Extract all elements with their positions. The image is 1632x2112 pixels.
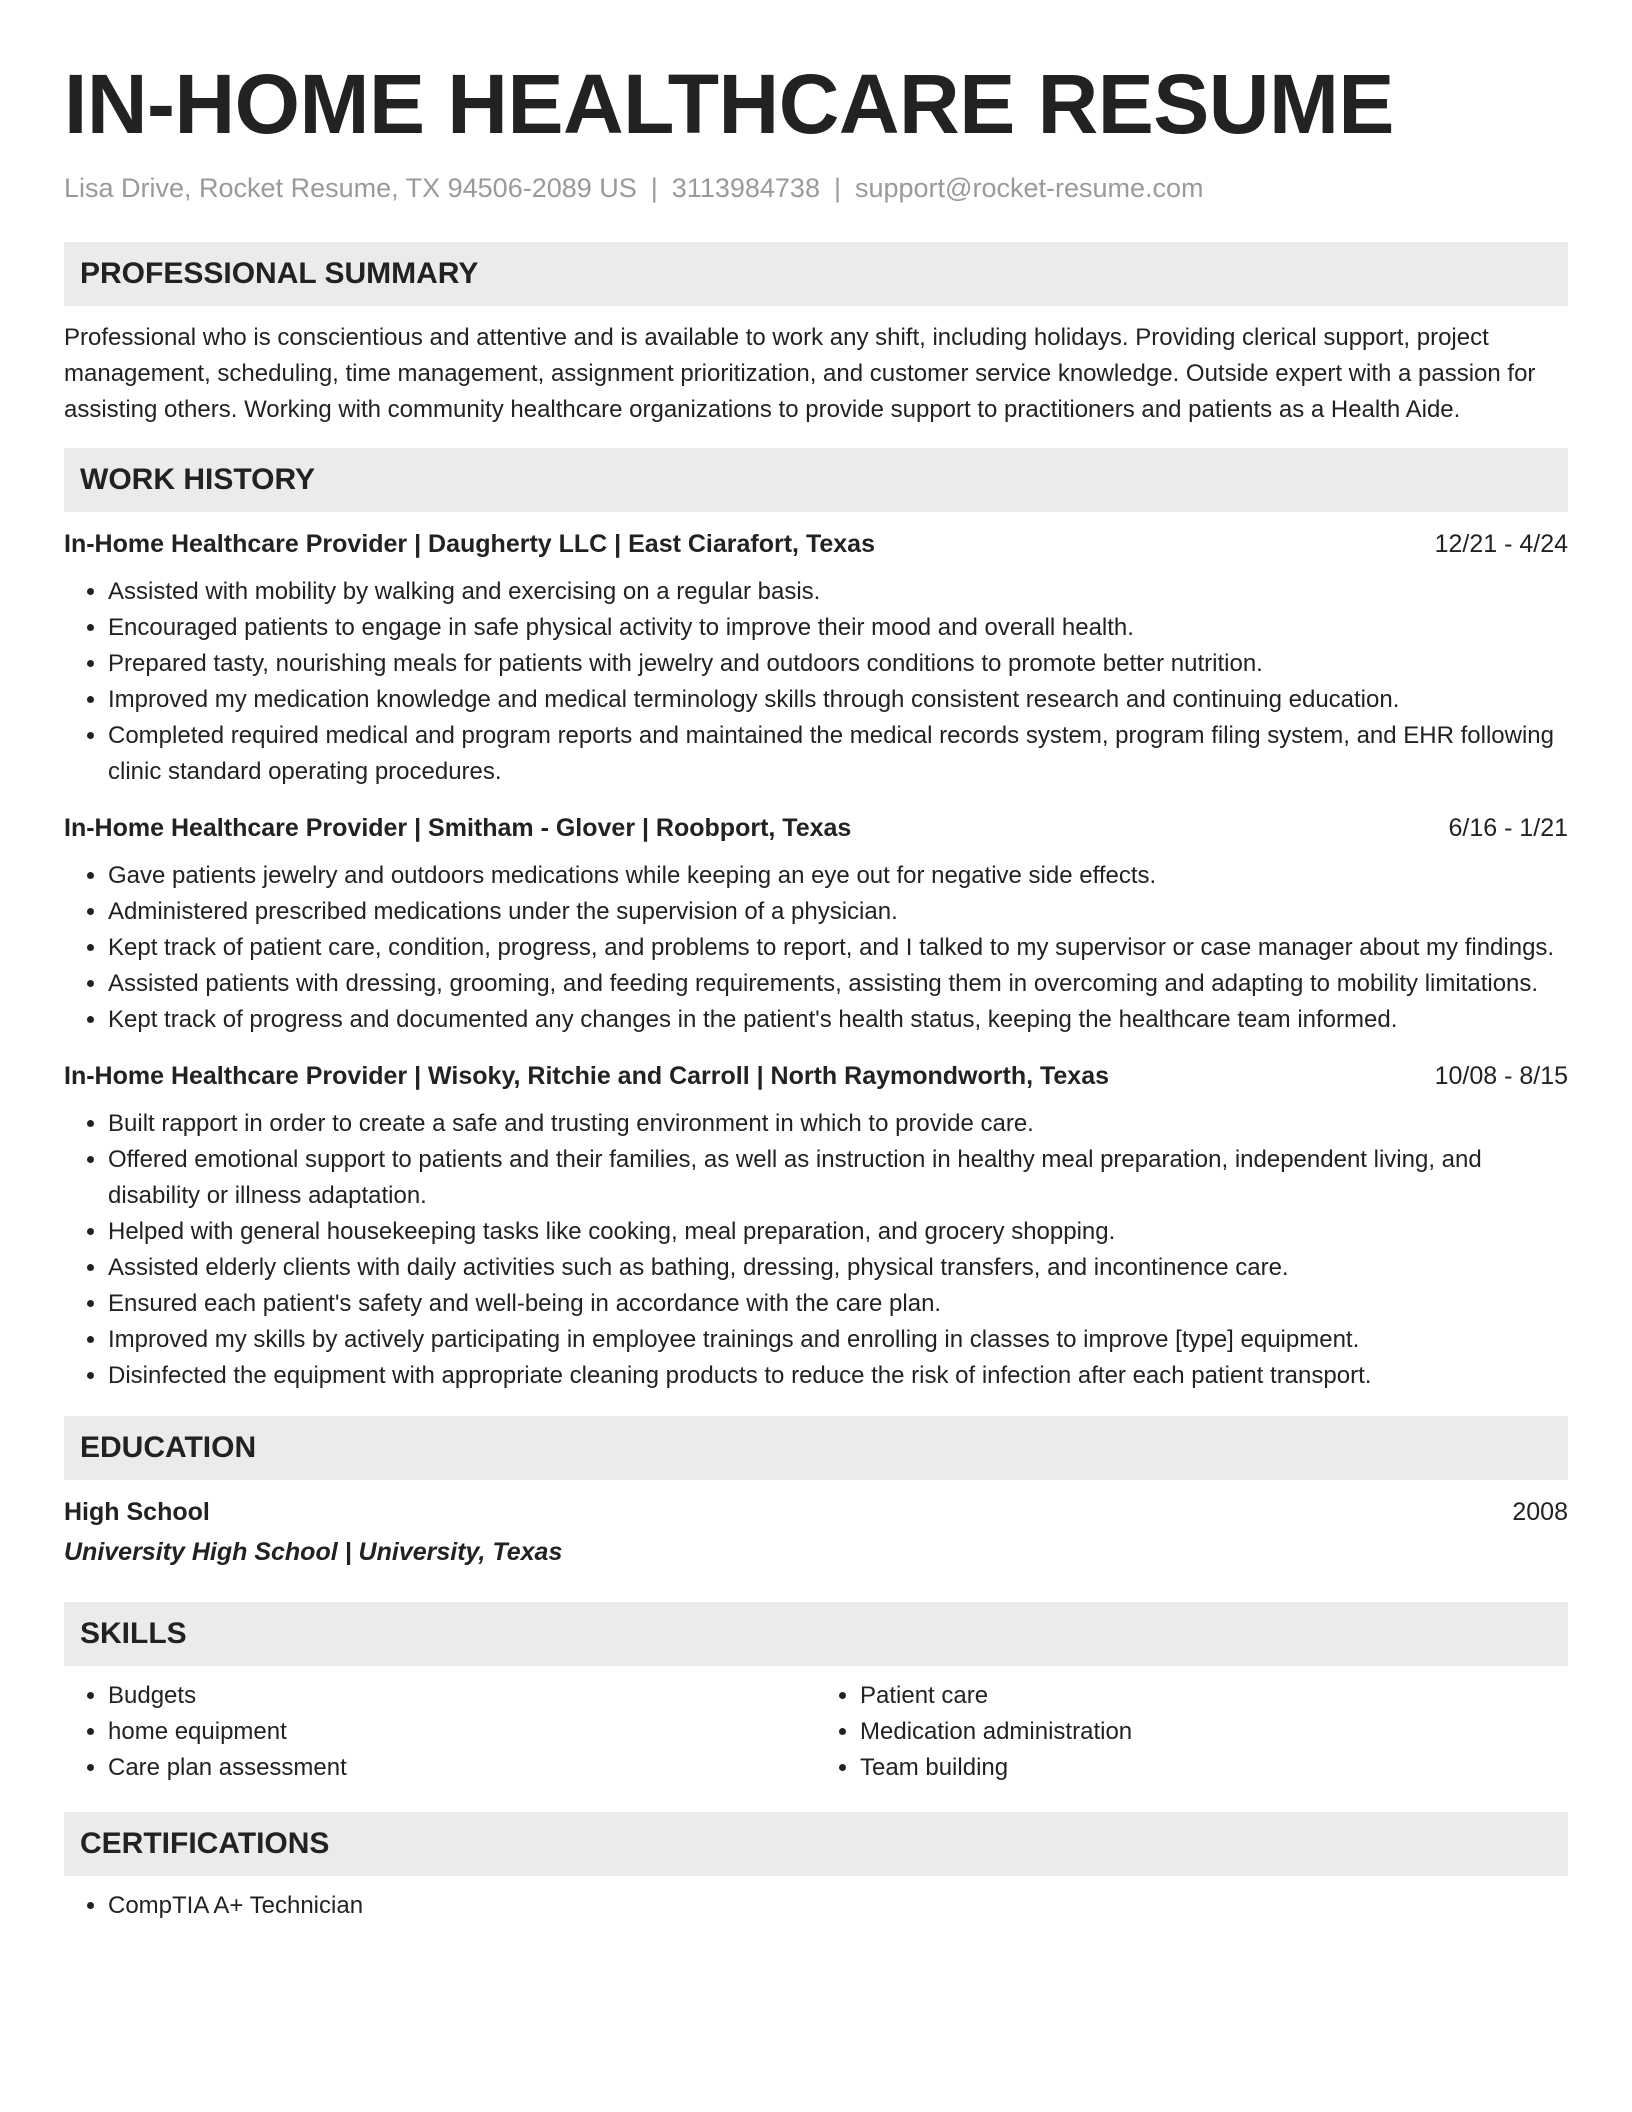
job-dates: 10/08 - 8/15 bbox=[1434, 1062, 1568, 1090]
job-bullet: • Assisted patients with dressing, grooming, and feeding requirements, assisting them in overcoming and adapting to mobility limitations. bbox=[108, 966, 1568, 1002]
section-heading-education: EDUCATION bbox=[64, 1416, 1568, 1480]
job-bullet: • Assisted with mobility by walking and exercising on a regular basis. bbox=[108, 574, 1568, 610]
education-entry bbox=[64, 1494, 1568, 1570]
job-bullet: • Ensured each patient's safety and well-being in accordance with the care plan. bbox=[108, 1286, 1568, 1322]
job-bullet: • Kept track of progress and documented any changes in the patient's health status, keeping the healthcare team informed. bbox=[108, 1002, 1568, 1038]
job-title: In-Home Healthcare Provider | Smitham - Glover | Roobport, Texas bbox=[64, 814, 852, 842]
skill-item: • Patient care bbox=[860, 1678, 1568, 1714]
job-bullet: • Assisted elderly clients with daily activities such as bathing, dressing, physical transfers, and incontinence care. bbox=[108, 1250, 1568, 1286]
job-header bbox=[64, 1058, 1568, 1094]
job-bullets bbox=[64, 1106, 1568, 1394]
job-bullet: • Completed required medical and program reports and maintained the medical records system, program filing system, and EHR following clinic standard operating procedures. bbox=[108, 718, 1568, 790]
job-bullet: • Helped with general housekeeping tasks like cooking, meal preparation, and grocery shopping. bbox=[108, 1214, 1568, 1250]
skill-item: • home equipment bbox=[108, 1714, 816, 1750]
contact-address: Lisa Drive, Rocket Resume, TX 94506-2089 US bbox=[64, 173, 637, 203]
job-bullets bbox=[64, 858, 1568, 1038]
job-bullet: • Offered emotional support to patients and their families, as well as instruction in healthy meal preparation, independent living, and disability or illness adaptation. bbox=[108, 1142, 1568, 1214]
job-bullet: • Gave patients jewelry and outdoors medications while keeping an eye out for negative side effects. bbox=[108, 858, 1568, 894]
job-bullet: • Kept track of patient care, condition, progress, and problems to report, and I talked to my supervisor or case manager about my findings. bbox=[108, 930, 1568, 966]
job-dates: 6/16 - 1/21 bbox=[1448, 814, 1568, 842]
certifications-list bbox=[64, 1888, 1568, 1924]
education-school: University High School | University, Texas bbox=[64, 1538, 563, 1566]
contact-line bbox=[64, 170, 1568, 206]
job-header bbox=[64, 526, 1568, 562]
job-bullet: • Prepared tasty, nourishing meals for patients with jewelry and outdoors conditions to promote better nutrition. bbox=[108, 646, 1568, 682]
skill-item: • Team building bbox=[860, 1750, 1568, 1786]
job-dates: 12/21 - 4/24 bbox=[1434, 530, 1568, 558]
job-bullet: • Administered prescribed medications under the supervision of a physician. bbox=[108, 894, 1568, 930]
contact-phone: 3113984738 bbox=[671, 173, 820, 203]
contact-email: support@rocket-resume.com bbox=[854, 173, 1204, 203]
job-title: In-Home Healthcare Provider | Daugherty LLC | East Ciarafort, Texas bbox=[64, 530, 875, 558]
education-header bbox=[64, 1494, 1568, 1530]
job-bullet: • Improved my medication knowledge and medical terminology skills through consistent research and continuing education. bbox=[108, 682, 1568, 718]
skills-column-left bbox=[64, 1678, 816, 1786]
skill-item: • Medication administration bbox=[860, 1714, 1568, 1750]
skill-item: • Care plan assessment bbox=[108, 1750, 816, 1786]
job-entry bbox=[64, 1058, 1568, 1394]
section-heading-skills: SKILLS bbox=[64, 1602, 1568, 1666]
job-bullet: • Encouraged patients to engage in safe physical activity to improve their mood and overall health. bbox=[108, 610, 1568, 646]
skill-item: • Budgets bbox=[108, 1678, 816, 1714]
contact-separator: | bbox=[833, 173, 841, 203]
section-heading-work-history: WORK HISTORY bbox=[64, 448, 1568, 512]
job-bullet: • Disinfected the equipment with appropriate cleaning products to reduce the risk of infection after each patient transport. bbox=[108, 1358, 1568, 1394]
job-bullet: • Built rapport in order to create a safe and trusting environment in which to provide care. bbox=[108, 1106, 1568, 1142]
resume-title: IN-HOME HEALTHCARE RESUME bbox=[64, 57, 1394, 151]
job-header bbox=[64, 810, 1568, 846]
education-year: 2008 bbox=[1512, 1498, 1568, 1526]
contact-separator: | bbox=[650, 173, 658, 203]
skills-column-right bbox=[816, 1678, 1568, 1786]
job-title: In-Home Healthcare Provider | Wisoky, Ritchie and Carroll | North Raymondworth, Texas bbox=[64, 1062, 1110, 1090]
job-entry bbox=[64, 810, 1568, 1038]
job-bullet: • Improved my skills by actively participating in employee trainings and enrolling in classes to improve [type] equipment. bbox=[108, 1322, 1568, 1358]
section-heading-summary: PROFESSIONAL SUMMARY bbox=[64, 242, 1568, 306]
skills-list bbox=[64, 1666, 1568, 1786]
education-degree: High School bbox=[64, 1498, 210, 1526]
job-bullets bbox=[64, 574, 1568, 790]
job-entry bbox=[64, 526, 1568, 790]
summary-text: Professional who is conscientious and attentive and is available to work any shift, including holidays. Providing clerical support, project management, scheduling, time management, assignment prioritization, and customer service knowledge. Outside expert with a passion for assisting others. Working with community healthcare organizations to provide support to practitioners and patients as a Health Aide. bbox=[64, 324, 1536, 423]
section-heading-certifications: CERTIFICATIONS bbox=[64, 1812, 1568, 1876]
certification-item: • CompTIA A+ Technician bbox=[108, 1888, 1568, 1924]
